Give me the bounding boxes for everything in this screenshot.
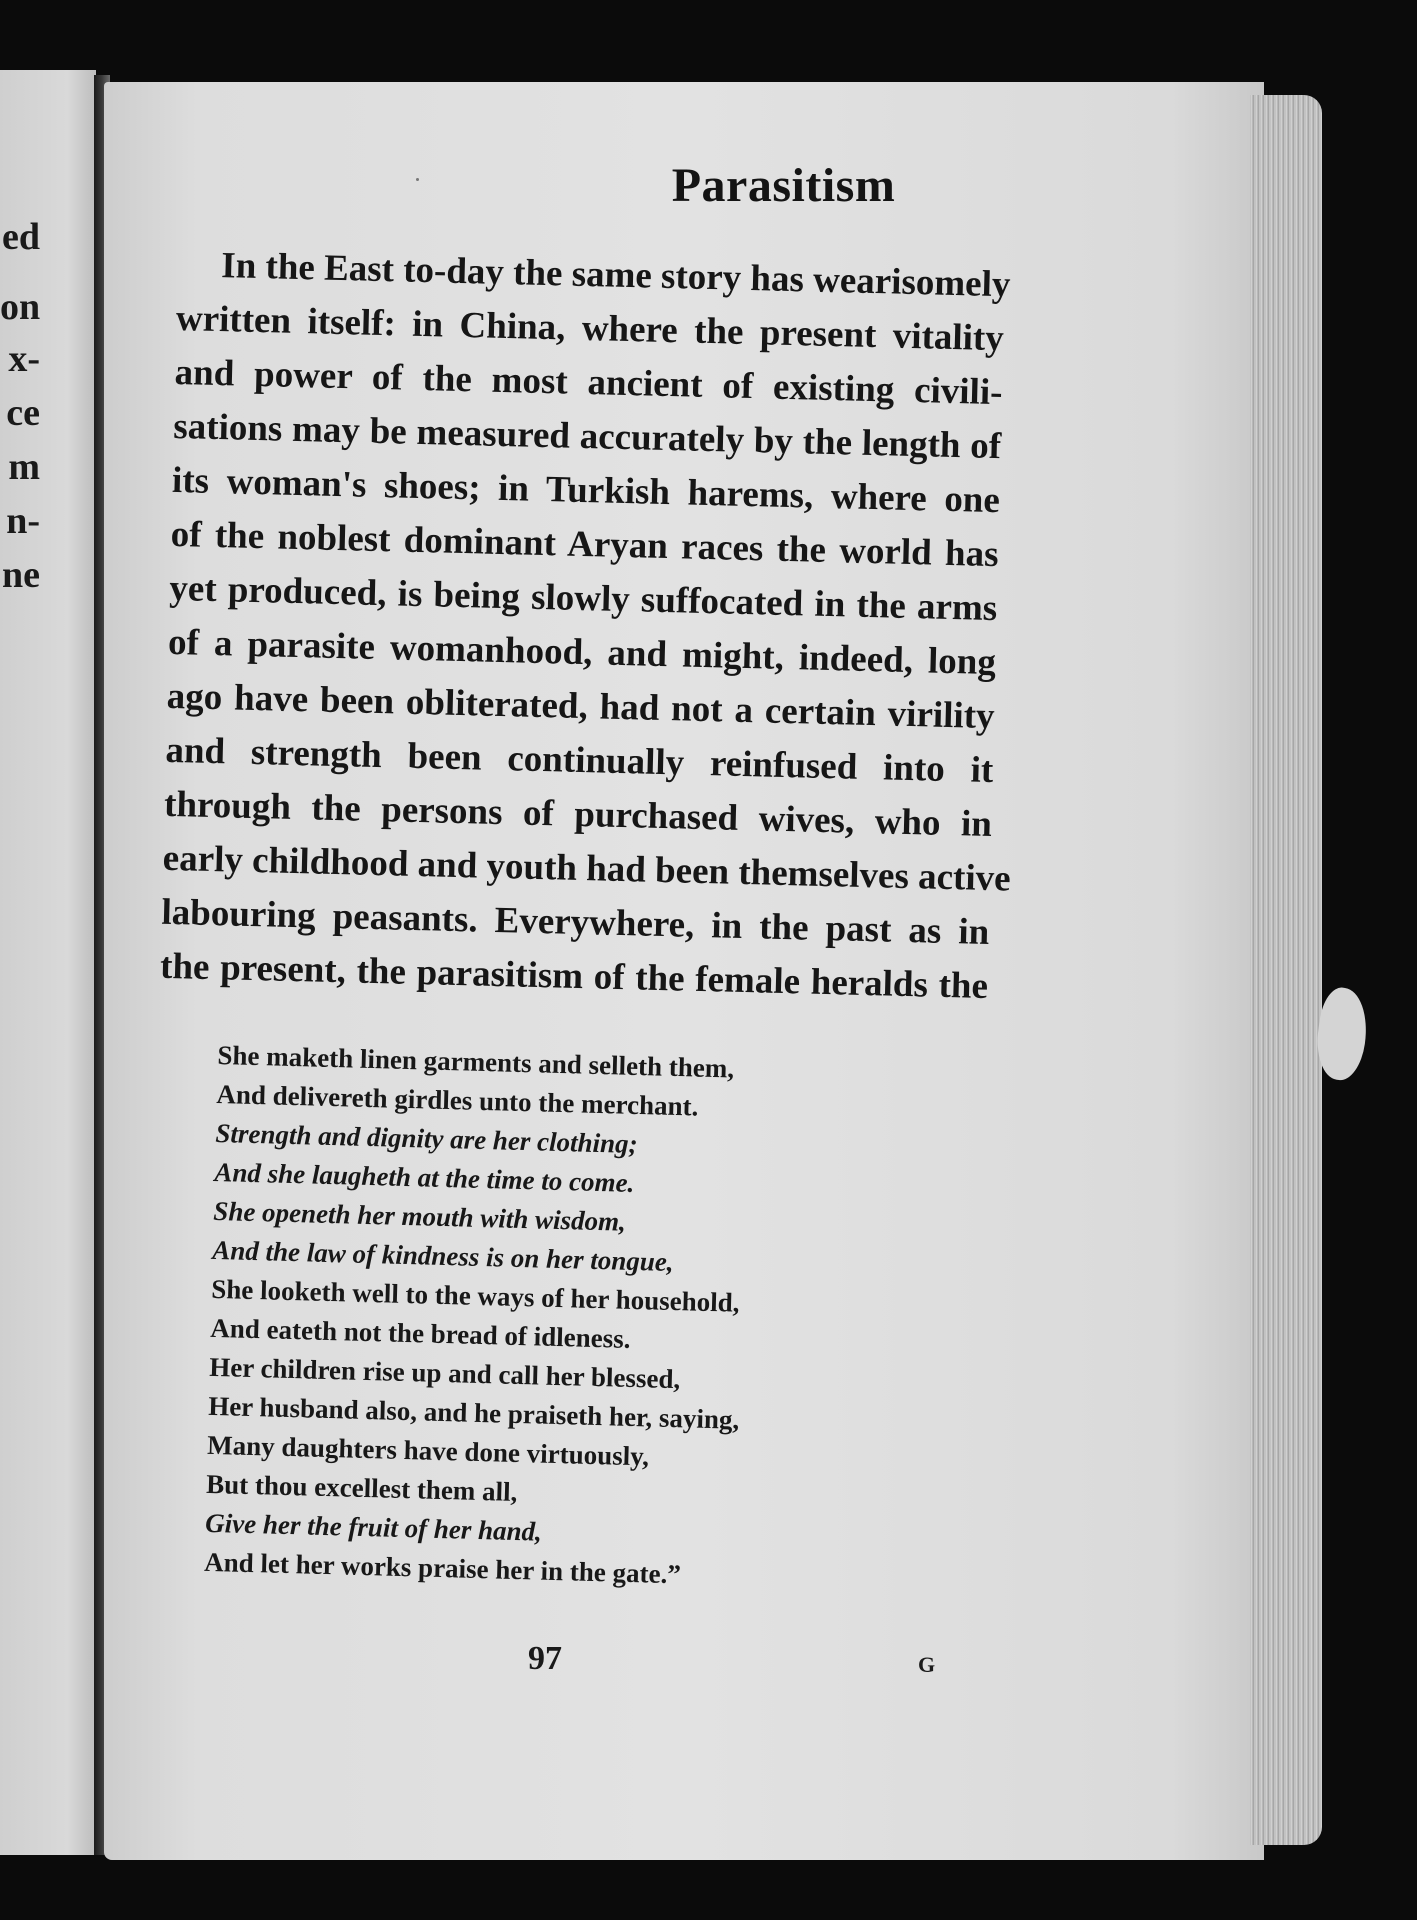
verse-line: Many daughters have done virtuously, <box>206 1429 650 1472</box>
prose-line: and power of the most ancient of existing civili- <box>174 351 1003 414</box>
prose-line: sations may be measured accurately by the length of <box>172 405 1002 468</box>
facing-page-text: ce <box>6 392 40 434</box>
body-paragraph <box>159 238 1012 1014</box>
verse-line: Her children rise up and call her blessed, <box>208 1351 681 1395</box>
facing-page-text: x- <box>8 338 40 380</box>
facing-page-text: ne <box>2 554 40 596</box>
prose-line: yet produced, is being slowly suffocated in the arms <box>168 567 998 630</box>
page-fore-edge <box>1250 95 1322 1845</box>
prose-line: labouring peasants. Everywhere, in the past as in <box>161 891 990 954</box>
verse-line: She openeth her mouth with wisdom, <box>213 1195 627 1237</box>
prose-line: early childhood and youth had been themselves active <box>162 837 1012 900</box>
prose-line: through the persons of purchased wives, who in <box>163 783 993 846</box>
verse-line: But thou excellest them all, <box>205 1468 518 1507</box>
facing-page-fragment <box>0 70 96 1855</box>
facing-page-text: ed <box>2 216 40 258</box>
verse-line: She looketh well to the ways of her household, <box>210 1273 740 1318</box>
page-number: 97 <box>528 1640 562 1677</box>
prose-line: ago have been obliterated, had not a certain virility <box>166 675 996 738</box>
facing-page-text: m <box>8 446 40 488</box>
prose-line: its woman's shoes; in Turkish harems, where one <box>171 459 1001 522</box>
verse-line: And let her works praise her in the gate.” <box>203 1546 682 1590</box>
facing-page-text: n- <box>6 500 40 542</box>
verse-line: Her husband also, and he praiseth her, saying, <box>207 1390 740 1435</box>
page-title: Parasitism <box>671 159 896 212</box>
verse-line: Give her the fruit of her hand, <box>204 1507 543 1547</box>
verse-line: And the law of kindness is on her tongue, <box>212 1234 675 1277</box>
prose-line: the present, the parasitism of the female heralds the <box>159 945 989 1008</box>
signature-mark: G <box>918 1652 936 1677</box>
verse-line: And delivereth girdles unto the merchant. <box>216 1078 699 1122</box>
verse-quotation <box>204 1036 858 1599</box>
verse-line: Strength and dignity are her clothing; <box>215 1117 639 1160</box>
prose-line: of the noblest dominant Aryan races the world has <box>170 513 1000 576</box>
prose-line: written itself: in China, where the present vitality <box>175 297 1005 360</box>
facing-page-text: on <box>0 286 41 328</box>
prose-line: In the East to-day the same story has wearisomely <box>220 245 1011 306</box>
verse-line: And she laugheth at the time to come. <box>214 1156 635 1198</box>
verse-line: And eateth not the bread of idleness. <box>209 1312 631 1354</box>
prose-line: and strength been continually reinfused into it <box>164 729 994 792</box>
prose-line: of a parasite womanhood, and might, indeed, long <box>167 621 997 684</box>
verse-line: She maketh linen garments and selleth them, <box>217 1039 735 1084</box>
